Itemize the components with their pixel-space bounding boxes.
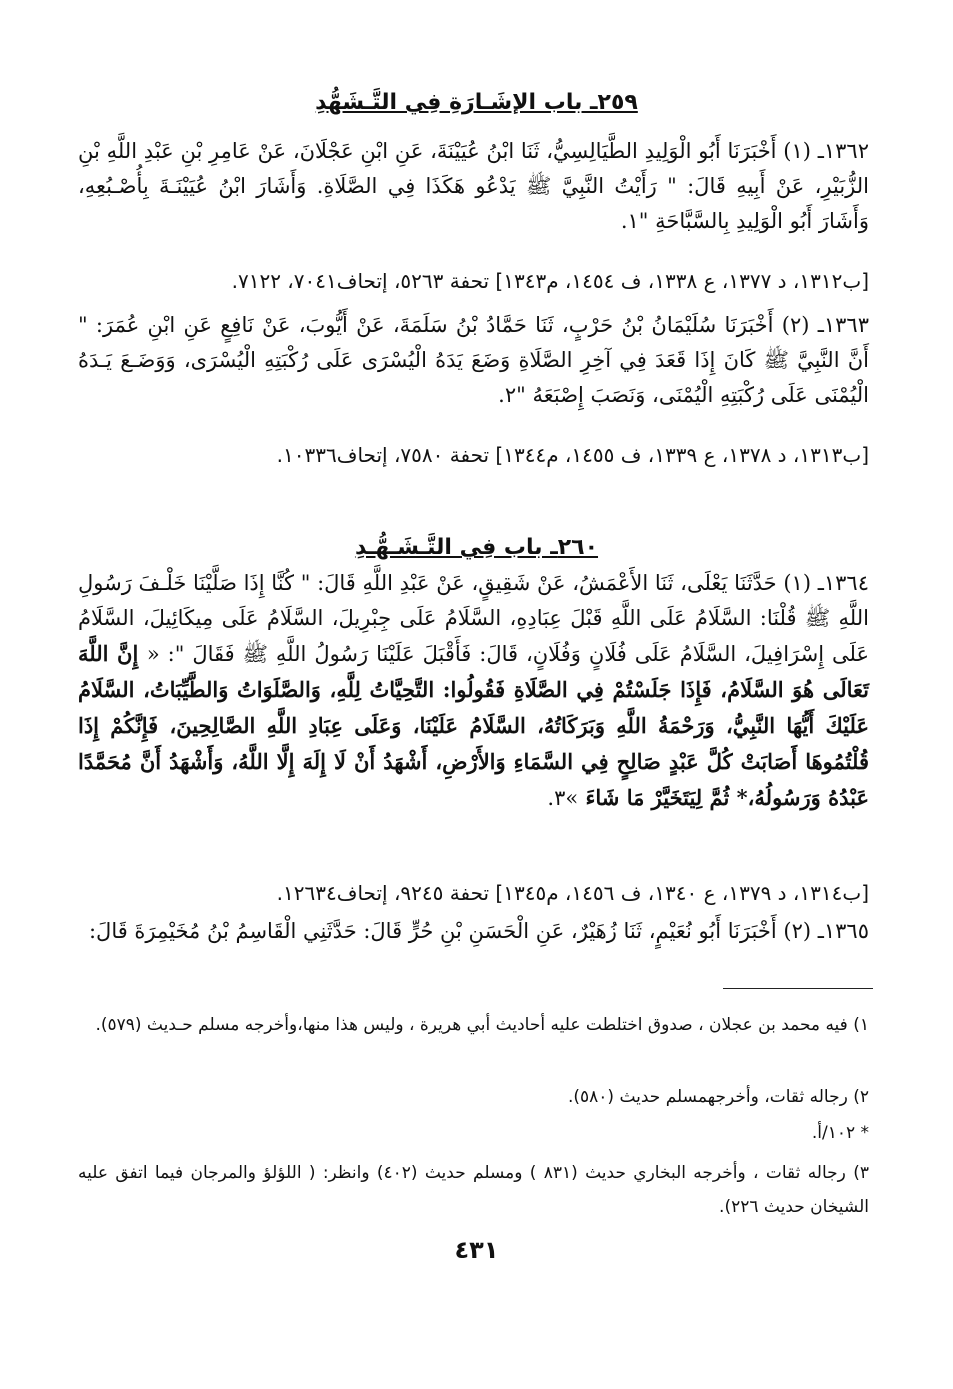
footnote-3: ٣) رجاله ثقات ، وأخرجه البخاري حديث (٨٣١ ) ومسلم حديث (٤٠٢) وانظر: ( اللؤلؤ والمرجان فيما اتفق عليه الشيخان حديث ٢٢٦). (78, 1163, 869, 1217)
hadith-1364 (78, 566, 869, 816)
chapter-heading-259: ٢٥٩ـ باب الإشَـارَةِ فِي التَّـشَهُّدِ (315, 90, 638, 115)
hadith-1362: ١٣٦٢ـ (١) أَخْبَرَنَا أَبُو الْوَلِيدِ الطَّيَالِسِيُّ، ثَنَا ابْنُ عُيَيْنَةَ، عَنِ ابْنِ عَجْلَانَ، عَنْ عَامِرِ بْنِ عَبْدِ اللَّهِ بْنِ الزُّبَيْرِ، عَنْ أَبِيهِ قَالَ: " رَأَيْتُ النَّبِيَّ ﷺ يَدْعُو هَكَذَا فِي الصَّلَاةِ. وَأَشَارَ ابْنُ عُيَيْنَـةَ بِأُصْـبُعِهِ، وَأَشَارَ أَبُو الْوَلِيدِ بِالسَّبَّاحَةِ "١. (78, 139, 869, 233)
reference-1364: [ب١٣١٤، د ١٣٧٩، ع ١٣٤٠، ف ١٤٥٦، م١٣٤٥] تحفة ٩٢٤٥، إتحاف١٢٦٣٤. (276, 881, 869, 905)
hadith-1364-intro: ١٣٦٤ـ (١) حَدَّثَنَا يَعْلَى، ثَنَا الأَعْمَشُ، عَنْ شَقِيقٍ، عَنْ عَبْدِ اللَّهِ قَالَ: " كُنَّا إِذَا صَلَّيْنَا خَلْـفَ رَسُولِ اللَّهِ ﷺ قُلْنَا: السَّلَامُ عَلَى اللَّهِ قَبْلَ عِبَادِهِ، السَّلَامُ عَلَى جِبْرِيلَ، السَّلَامُ عَلَى مِيكَائِيلَ، السَّلَامُ عَلَى إِسْرَافِيلَ، السَّلَامُ عَلَى فُلَانٍ وَفُلَانٍ، قَالَ: فَأَقْبَلَ عَلَيْنَا رَسُولُ اللَّهِ ﷺ فَقَالَ ": « (78, 571, 869, 666)
page-number: ٤٣١ (454, 1236, 499, 1264)
hadith-1365: ١٣٦٥ـ (٢) أَخْبَرَنَا أَبُو نُعَيْمٍ، ثَنَا زُهَيْرٌ، عَنِ الْحَسَنِ بْنِ حُرٍّ قَالَ: حَدَّثَنِي الْقَاسِمُ بْنُ مُخَيْمِرَةَ قَالَ: (88, 919, 869, 943)
reference-1363: [ب١٣١٣، د ١٣٧٨، ع ١٣٣٩، ف ١٤٥٥، م١٣٤٤] تحفة ٧٥٨٠، إتحاف١٠٣٣٦. (276, 443, 869, 467)
hadith-1363: ١٣٦٣ـ (٢) أَخْبَرَنَا سُلَيْمَانُ بْنُ حَرْبٍ، ثَنَا حَمَّادُ بْنُ سَلَمَةَ، عَنْ أَيُّوبَ، عَنْ نَافِعٍ عَنِ ابْنِ عُمَرَ: " أَنَّ النَّبِيَّ ﷺ كَانَ إِذَا قَعَدَ فِي آخِرِ الصَّلَاةِ وَضَعَ يَدَهُ الْيُسْرَى عَلَى رُكْبَتِهِ الْيُسْرَى، وَوَضَـعَ يَـدَهُ الْيُمْنَى عَلَى رُكْبَتِهِ الْيُمْنَى، وَنَصَبَ إِصْبَعَهُ "٢. (78, 313, 869, 407)
hadith-1364-tashahhud-text: إِنَّ اللَّهَ تَعَالَى هُوَ السَّلَامُ، فَإِذَا جَلَسْتُمْ فِي الصَّلَاةِ فَقُولُوا: التَّحِيَّاتُ لِلَّهِ، وَالصَّلَوَاتُ وَالطَّيِّبَاتُ، السَّلَامُ عَلَيْكَ أَيُّهَا النَّبِيُّ، وَرَحْمَةُ اللَّهِ وَبَرَكَاتُهُ، السَّلَامُ عَلَيْنَا، وَعَلَى عِبَادِ اللَّهِ الصَّالِحِينَ، فَإِنَّكُمْ إِذَا قُلْتُمُوهَا أَصَابَتْ كُلَّ عَبْدٍ صَالِحٍ فِي السَّمَاءِ وَالأَرْضِ، أَشْهَدُ أَنْ لَا إِلَهَ إِلَّا اللَّهُ، وَأَشْهَدُ أَنَّ مُحَمَّدًا عَبْدُهُ وَرَسُولُهُ،* ثُمَّ لِيَتَخَيَّرْ مَا شَاءَ (78, 641, 869, 810)
chapter-heading-260: ٢٦٠ـ باب فِي التَّـشَـهُّـدِ (354, 535, 599, 560)
footnote-2: ٢) رجاله ثقات، وأخرجهمسلم حديث (٥٨٠). (567, 1087, 869, 1107)
footnote-divider (723, 988, 873, 989)
footnote-1: ١) فيه محمد بن عجلان ، صدوق اختلطت عليه أحاديث أبي هريرة ، وليس هذا منها،وأخرجه مسلم حـديث (٥٧٩). (95, 1015, 869, 1035)
hadith-1364-end: »٣. (547, 786, 579, 810)
reference-1362: [ب١٣١٢، د ١٣٧٧، ع ١٣٣٨، ف ١٤٥٤، م١٣٤٣] تحفة ٥٢٦٣، إتحاف٧٠٤١، ٧١٢٢. (231, 269, 869, 293)
footnote-star: * ١٠٢/أ. (811, 1123, 869, 1143)
